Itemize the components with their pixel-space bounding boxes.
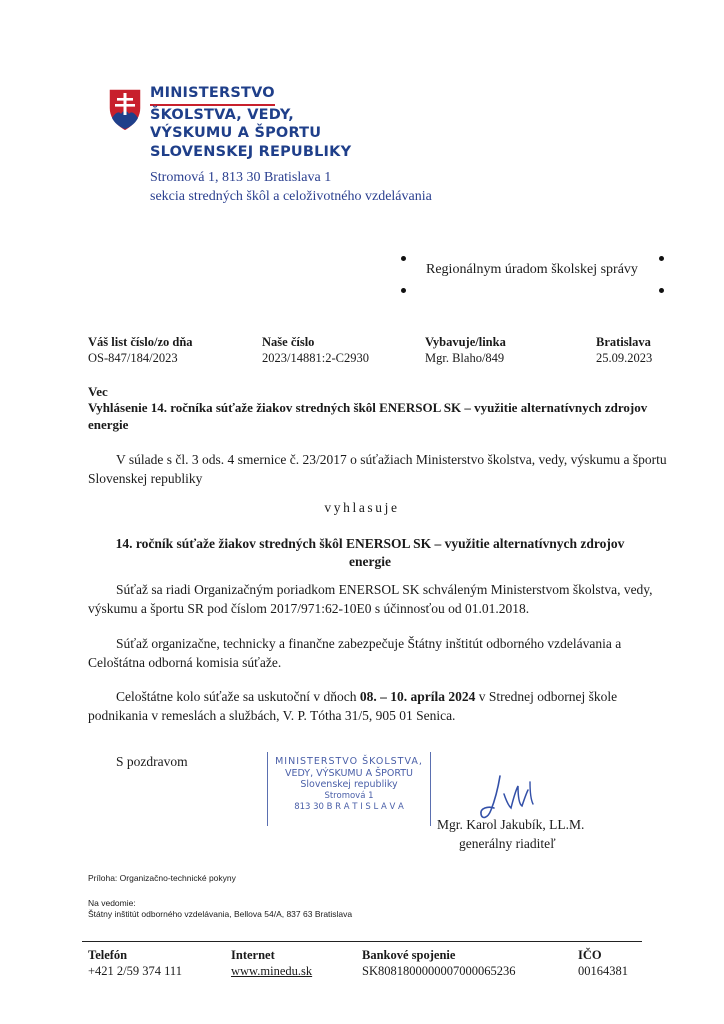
stamp-line: 813 30 B R A T I S L A V A [294, 802, 404, 812]
subject-label: Vec [88, 384, 108, 399]
bank-label: Bankové spojenie [362, 948, 456, 962]
competition-title: 14. ročník súťaže žiakov stredných škôl ENERSOL SK – využitie alternatívnych zdrojov energie [115, 536, 625, 569]
subject-text: Vyhlásenie 14. ročníka súťaže žiakov stredných škôl ENERSOL SK – využitie alternatívnych zdrojov energie [88, 400, 648, 432]
rules-paragraph: Súťaž sa riadi Organizačným poriadkom ENERSOL SK schváleným Ministerstvom školstva, vedy, výskumu a športu SR pod číslom 2017/971:62-10E0 s účinnosťou od 01.01.2018. [88, 582, 653, 616]
signer-position: generálny riaditeľ [459, 836, 556, 851]
stamp-line: Slovenskej republiky [300, 779, 398, 790]
your-letter-value: OS-847/184/2023 [88, 351, 178, 365]
date-value: 25.09.2023 [596, 351, 653, 365]
place-label: Bratislava [596, 335, 651, 349]
handled-by-label: Vybavuje/linka [425, 335, 506, 349]
declaration-word: vyhlasuje [324, 500, 400, 515]
your-letter-label: Váš list číslo/zo dňa [88, 335, 193, 349]
address-window-mark [401, 288, 406, 293]
greeting: S pozdravom [116, 754, 188, 769]
annex-note: Príloha: Organizačno-technické pokyny [88, 873, 236, 883]
our-number-value: 2023/14881:2-C2930 [262, 351, 369, 365]
venue-text: v Strednej odbornej škole podnikania v remeslách a službách, V. P. Tótha 31/5, 905 01 Senica. [88, 689, 618, 723]
website-link[interactable]: www.minedu.sk [231, 964, 313, 978]
stamp-line: VEDY, VÝSKUMU A ŠPORTU [285, 767, 413, 779]
address-window-mark [659, 288, 664, 293]
address-window-mark [401, 256, 406, 261]
phone-value: +421 2/59 374 111 [88, 964, 182, 978]
intro-paragraph: V súlade s čl. 3 ods. 4 smernice č. 23/2017 o súťažiach Ministerstvo školstva, vedy, výskumu a športu Slovenskej republiky [88, 452, 667, 486]
venue-text: Celoštátne kolo súťaže sa uskutoční v dňoch [116, 689, 360, 704]
footer-divider [82, 941, 642, 942]
internet-label: Internet [231, 948, 275, 962]
address-window-mark [659, 256, 664, 261]
phone-label: Telefón [88, 948, 128, 962]
signer-name: Mgr. Karol Jakubík, LL.M. [437, 817, 585, 832]
stamp-line: Stromová 1 [324, 790, 374, 801]
stamp-line: MINISTERSTVO ŠKOLSTVA, [275, 756, 423, 767]
slovak-coat-of-arms-icon [108, 88, 142, 132]
cc-value: Štátny inštitút odborného vzdelávania, Bellova 54/A, 837 63 Bratislava [88, 909, 353, 919]
organizer-paragraph: Súťaž organizačne, technicky a finančne zabezpečuje Štátny inštitút odborného vzdelávania a Celoštátna odborná komisia súťaže. [88, 636, 622, 670]
bank-account-value: SK8081800000007000065236 [362, 964, 516, 978]
handled-by-value: Mgr. Blaho/849 [425, 351, 505, 365]
ico-label: IČO [578, 948, 602, 962]
recipient: Regionálnym úradom školskej správy [426, 262, 638, 277]
event-dates: 08. – 10. apríla 2024 [359, 689, 476, 704]
ministry-name [150, 84, 351, 161]
cc-label: Na vedomie: [88, 898, 136, 908]
ministry-name-line: ŠKOLSTVA, VEDY, [150, 106, 294, 123]
venue-paragraph [88, 687, 668, 725]
ministry-name-line: VÝSKUMU A ŠPORTU [150, 125, 322, 141]
address-line: Stromová 1, 813 30 Bratislava 1 [150, 170, 332, 185]
ministry-name-line: SLOVENSKEJ REPUBLIKY [150, 143, 352, 160]
address-line: sekcia stredných škôl a celoživotného vzdelávania [150, 189, 432, 204]
signer [437, 815, 584, 853]
ministry-name-line: MINISTERSTVO [150, 84, 275, 106]
official-stamp [267, 752, 431, 826]
ico-value: 00164381 [578, 964, 628, 978]
sender-address [150, 168, 432, 206]
our-number-label: Naše číslo [262, 335, 315, 349]
